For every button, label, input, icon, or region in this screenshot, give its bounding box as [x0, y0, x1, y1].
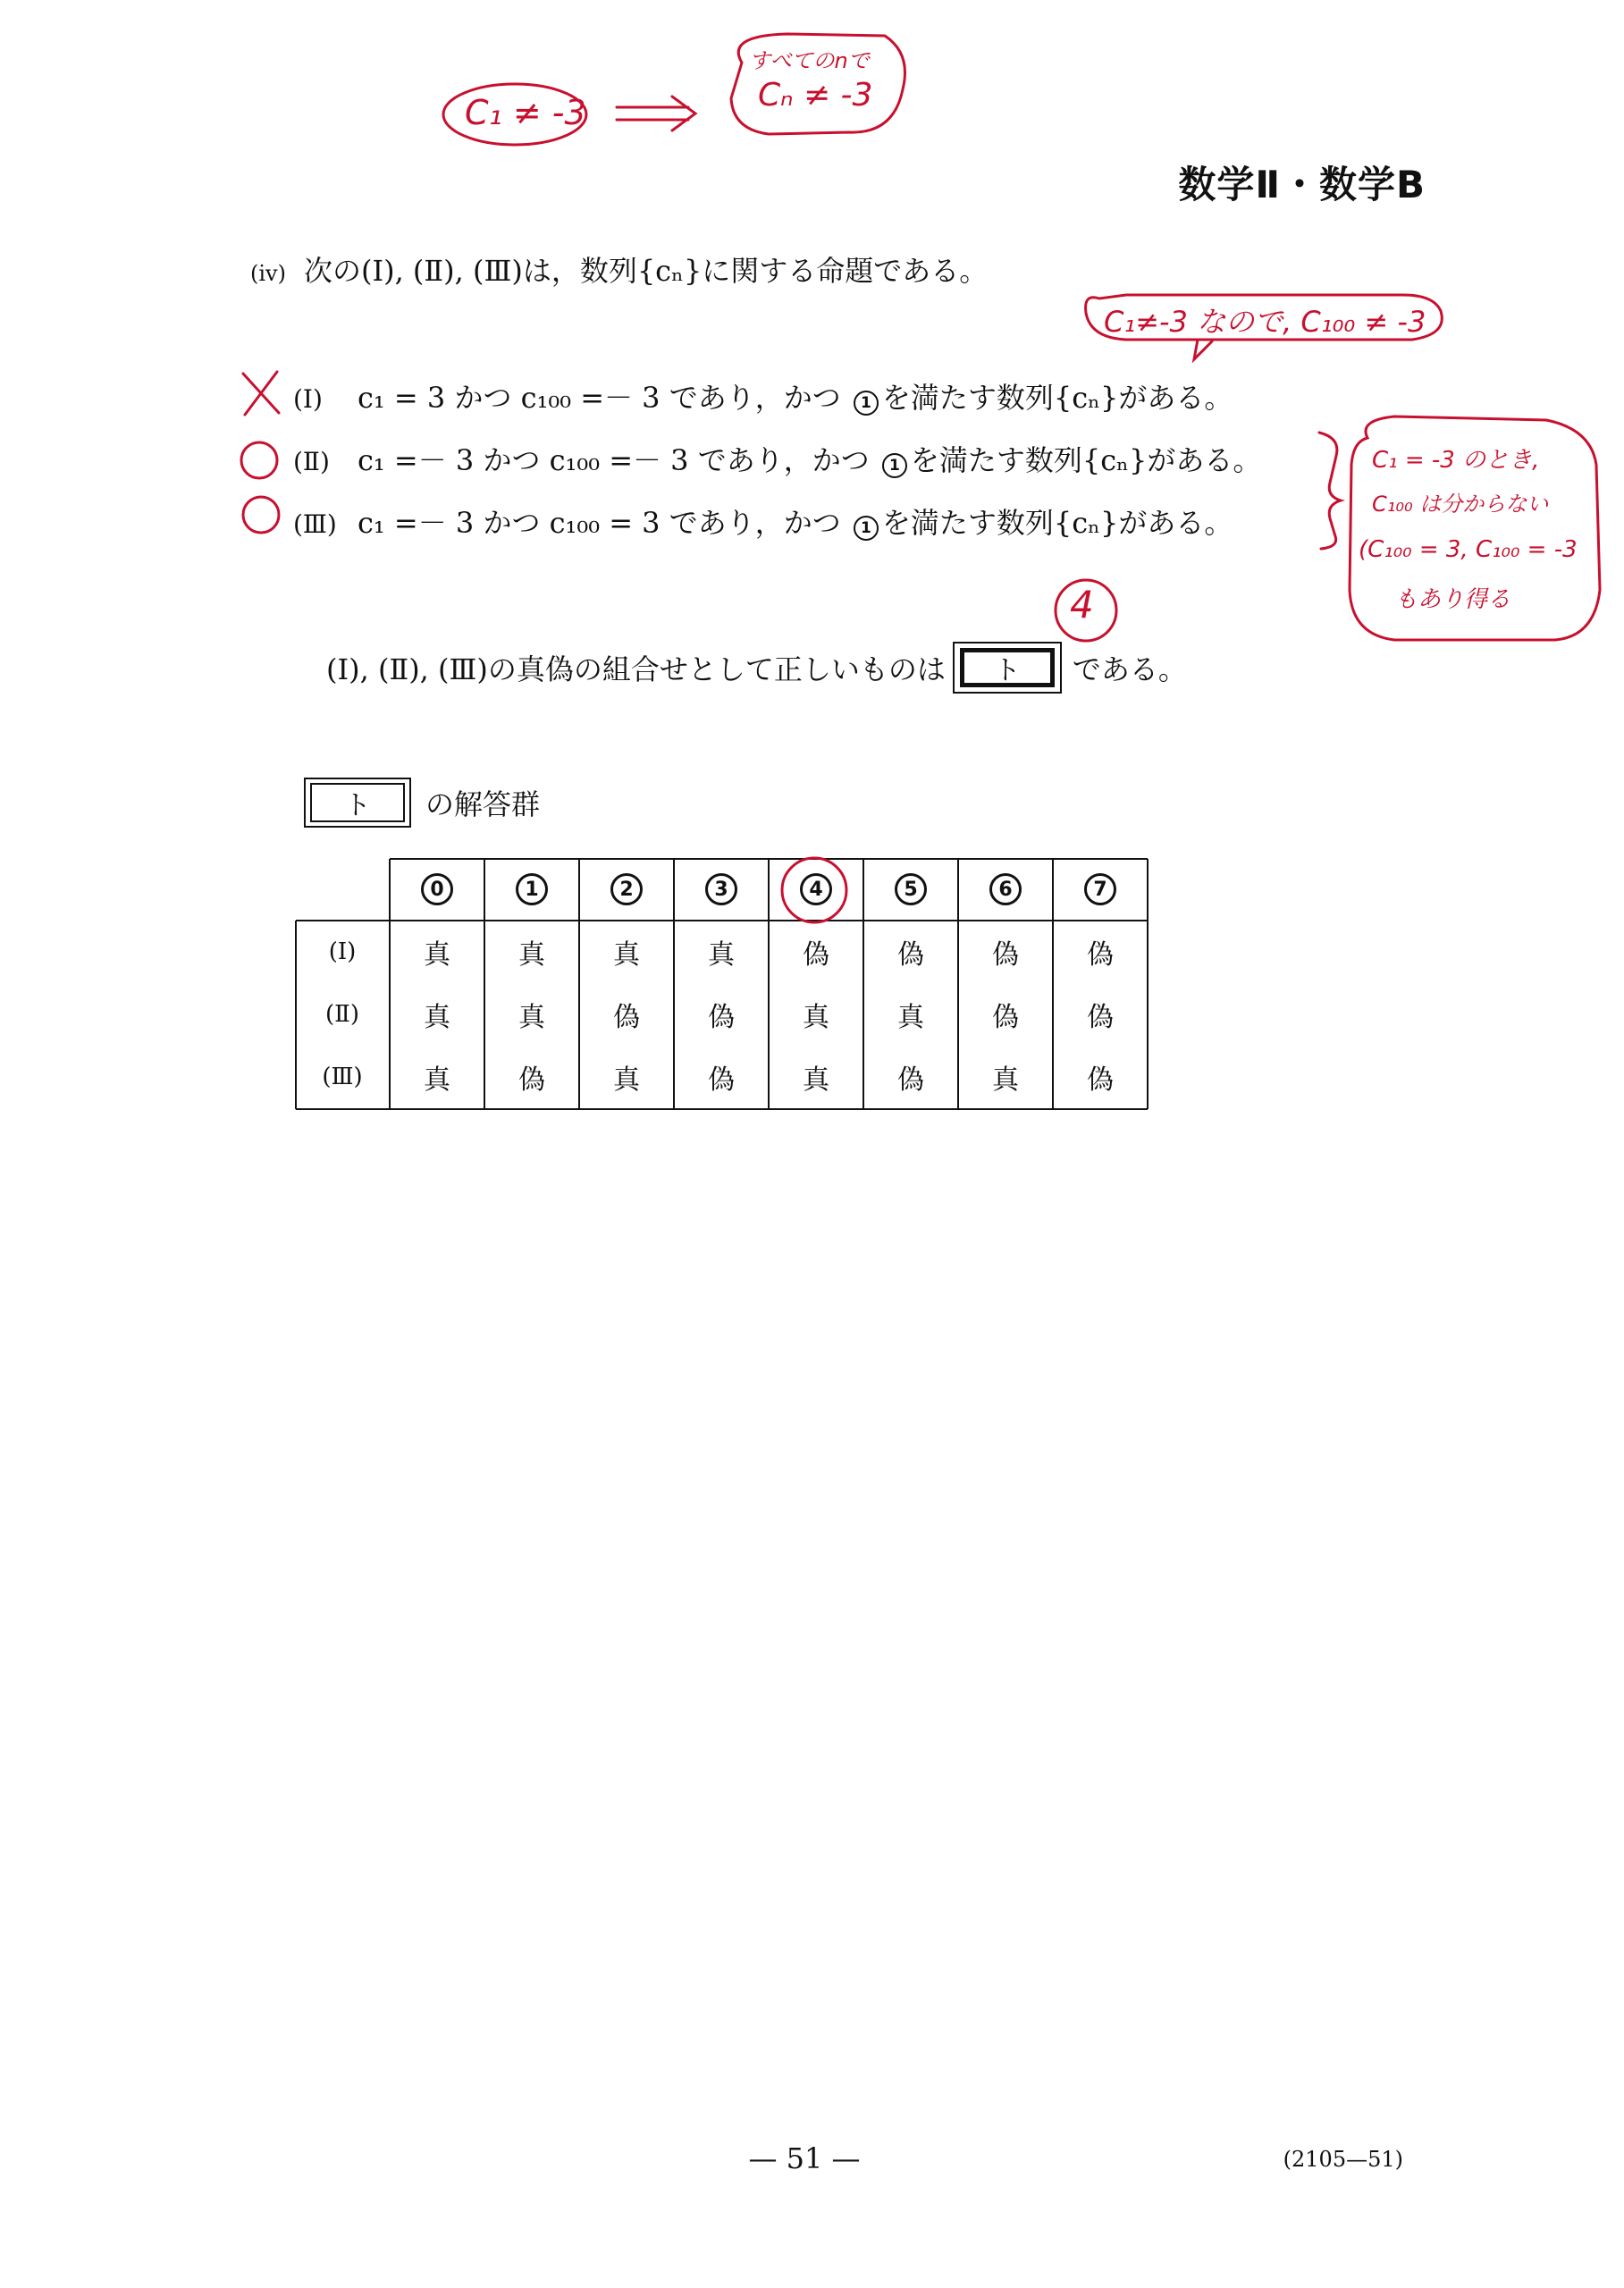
circled-option-number[interactable]: 0	[421, 873, 453, 905]
circled-option-number[interactable]: 6	[989, 873, 1022, 905]
intro-text: 次の(Ⅰ), (Ⅱ), (Ⅲ)は，数列{cₙ}に関する命題である。	[303, 254, 989, 288]
proposition-text: c₁ = 3 かつ c₁₀₀ =－ 3 であり，かつ	[358, 381, 841, 415]
annotation-bubble-text: C₁≠-3 なので, C₁₀₀ ≠ -3	[1104, 305, 1426, 339]
truth-value-cell: 真	[613, 1064, 640, 1096]
question-text: (Ⅰ), (Ⅱ), (Ⅲ)の真偽の組合せとして正しいものは	[326, 652, 946, 686]
circled-number-ref: 1	[882, 453, 907, 478]
annotation-side-4: もあり得る	[1394, 586, 1511, 613]
proposition-text: c₁ =－ 3 かつ c₁₀₀ =－ 3 であり，かつ	[358, 443, 870, 477]
implies-arrow-icon	[617, 97, 695, 130]
truth-value-cell: 真	[803, 1064, 829, 1096]
annotation-answer-digit: 4	[1070, 583, 1094, 627]
truth-value-cell: 真	[424, 1002, 450, 1033]
proposition-label: (Ⅱ)	[293, 447, 330, 476]
choice-4-circle-mark	[782, 858, 846, 922]
annotation-top-left: C₁ ≠ -3	[465, 93, 586, 132]
truth-value-cell: 真	[518, 1002, 545, 1033]
truth-value-cell: 偽	[613, 1002, 640, 1033]
circled-option-number[interactable]: 2	[610, 873, 643, 905]
circled-number-ref: 1	[854, 516, 879, 541]
truth-value-cell: 偽	[708, 1002, 735, 1033]
cross-mark-icon	[243, 372, 279, 415]
proposition-text: c₁ =－ 3 かつ c₁₀₀ = 3 であり，かつ	[358, 506, 841, 540]
truth-value-cell: 真	[992, 1064, 1019, 1096]
page-title: 数学Ⅱ・数学B	[1178, 163, 1426, 206]
circle-mark-icon	[241, 442, 277, 478]
circled-option-number[interactable]: 1	[516, 873, 548, 905]
truth-value-cell: 偽	[708, 1064, 735, 1096]
truth-value-cell: 真	[424, 1064, 450, 1096]
answer-box-label: ト	[960, 648, 1055, 687]
circled-option-number[interactable]: 5	[895, 873, 927, 905]
problem-number: (iv)	[250, 261, 286, 286]
circled-option-number[interactable]: 7	[1084, 873, 1116, 905]
circled-option-number[interactable]: 3	[705, 873, 737, 905]
truth-value-cell: 偽	[992, 939, 1019, 971]
truth-value-cell: 偽	[1087, 939, 1114, 971]
circle-mark-icon	[243, 497, 279, 533]
circled-number-ref: 1	[854, 391, 879, 416]
truth-value-cell: 真	[803, 1002, 829, 1033]
choices-title: の解答群	[425, 787, 541, 821]
proposition-tail: を満たす数列{cₙ}がある。	[910, 443, 1262, 477]
annotation-top-right-1: すべてのnで	[749, 48, 870, 73]
circled-option-number[interactable]: 4	[800, 873, 832, 905]
truth-value-cell: 真	[424, 939, 450, 971]
page-code: (2105—51)	[1283, 2147, 1403, 2172]
bubble-tail	[1194, 340, 1212, 359]
annotation-side-3: (C₁₀₀ = 3, C₁₀₀ = -3	[1359, 536, 1578, 563]
truth-value-cell: 偽	[897, 1064, 924, 1096]
truth-value-cell: 真	[708, 939, 735, 971]
truth-value-cell: 真	[613, 939, 640, 971]
truth-value-cell: 偽	[1087, 1002, 1114, 1033]
row-label: (Ⅱ)	[325, 1001, 359, 1028]
proposition-label: (Ⅲ)	[293, 509, 337, 539]
proposition-tail: を満たす数列{cₙ}がある。	[881, 381, 1233, 415]
truth-value-cell: 真	[518, 939, 545, 971]
truth-value-cell: 真	[897, 1002, 924, 1033]
row-label: (Ⅰ)	[328, 938, 357, 965]
proposition-label: (Ⅰ)	[293, 384, 323, 414]
truth-value-cell: 偽	[992, 1002, 1019, 1033]
annotation-top-right-2: Cₙ ≠ -3	[758, 77, 873, 114]
choices-box-label: ト	[310, 783, 405, 822]
truth-value-cell: 偽	[897, 939, 924, 971]
annotation-side-1: C₁ = -3 のとき,	[1372, 447, 1540, 474]
proposition-tail: を満たす数列{cₙ}がある。	[881, 506, 1233, 540]
annotation-side-2: C₁₀₀ は分からない	[1372, 492, 1549, 517]
row-label: (Ⅲ)	[322, 1064, 363, 1090]
question-tail: である。	[1072, 652, 1187, 686]
truth-value-cell: 偽	[1087, 1064, 1114, 1096]
truth-value-cell: 偽	[803, 939, 829, 971]
page-number: — 51 —	[748, 2141, 861, 2175]
curly-brace-icon	[1319, 433, 1341, 549]
truth-value-cell: 偽	[518, 1064, 545, 1096]
